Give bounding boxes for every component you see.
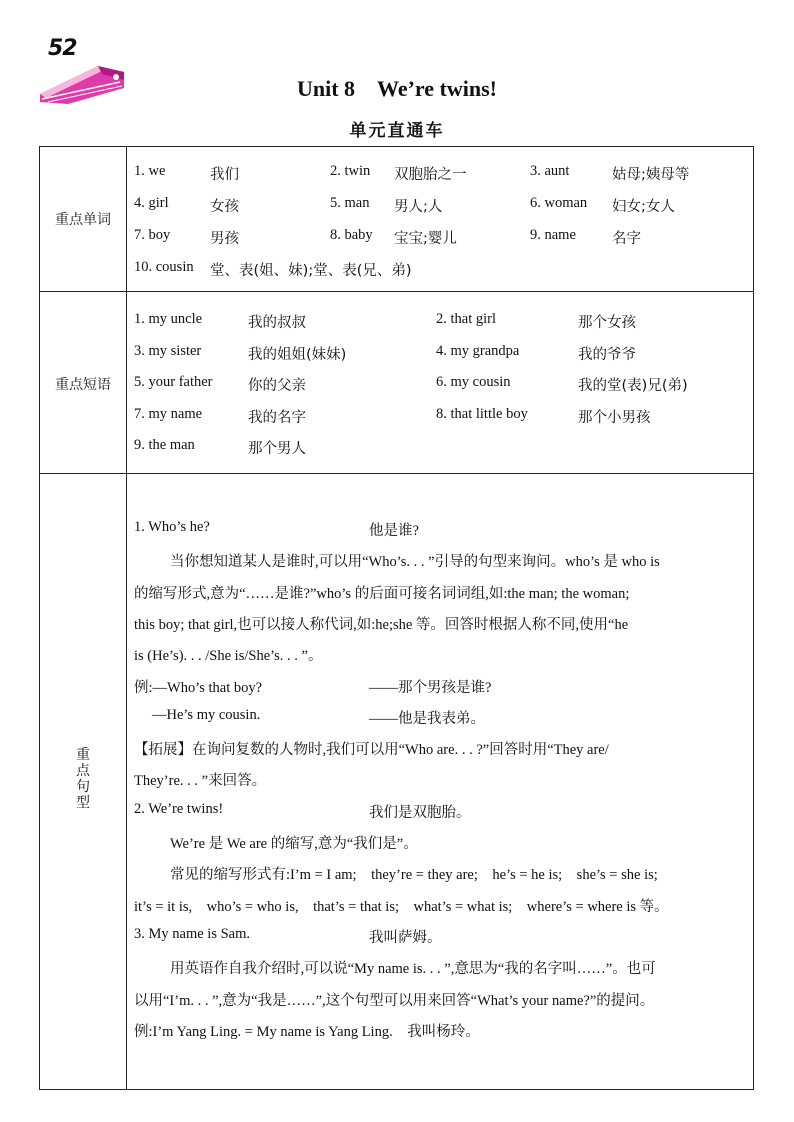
phrase-en: 9. the man — [134, 437, 195, 453]
words-label: 重点单词 — [55, 212, 111, 228]
word-zh: 妇女;女人 — [612, 199, 675, 215]
sentence-translation: ——那个男孩是谁? — [369, 679, 492, 696]
phrase-zh: 你的父亲 — [248, 378, 306, 394]
word-en: 5. man — [330, 195, 370, 211]
word-en: 8. baby — [330, 227, 373, 243]
sentence-text: 用英语作自我介绍时,可以说“My name is. . . ”,意思为“我的名字叫……”。也可 — [170, 961, 656, 978]
word-zh: 男孩 — [210, 231, 239, 247]
word-zh: 我们 — [210, 167, 239, 183]
sentence-text: We’re 是 We are 的缩写,意为“我们是”。 — [170, 836, 418, 852]
phrase-zh: 我的叔叔 — [248, 315, 306, 331]
word-zh: 女孩 — [210, 199, 239, 215]
sentence-text: 例:I’m Yang Ling. = My name is Yang Ling. 我叫杨玲。 — [134, 1023, 480, 1040]
phrase-en: 6. my cousin — [436, 374, 511, 390]
phrase-zh: 那个小男孩 — [578, 409, 651, 426]
sentence-translation: 他是谁? — [369, 523, 419, 539]
summary-table — [39, 146, 754, 1090]
word-zh: 男人;人 — [394, 199, 443, 215]
page-number: 52 — [48, 36, 77, 61]
sentence-translation: ——他是我表弟。 — [369, 710, 485, 727]
sentence-translation: 我叫萨姆。 — [369, 929, 442, 946]
sentence-line: 3. My name is Sam. — [134, 925, 250, 942]
word-zh: 双胞胎之一 — [394, 167, 467, 183]
sentence-line: 例:—Who’s that boy? — [134, 679, 263, 696]
phrase-zh: 我的爷爷 — [578, 346, 636, 363]
word-en: 9. name — [530, 227, 576, 243]
sentence-text: They’re. . . ”来回答。 — [134, 773, 267, 790]
column-divider — [126, 147, 127, 1089]
sentence-translation: 我们是双胞胎。 — [369, 804, 471, 821]
sentence-text: 常见的缩写形式有:I’m = I am; they’re = they are; he’s = he is; she’s = she is; — [170, 867, 658, 884]
unit-title: Unit 8 We’re twins! — [296, 76, 498, 101]
phrase-en: 8. that little boy — [436, 405, 528, 422]
section-subtitle: 单元直通车 — [349, 121, 445, 141]
phrase-en: 3. my sister — [134, 342, 202, 359]
sentence-text: this boy; that girl,也可以接人称代词,如:he;she 等。回答时根据人称不同,使用“he — [134, 616, 629, 633]
phrase-zh: 我的名字 — [248, 409, 306, 426]
sentence-text: 当你想知道某人是谁时,可以用“Who’s. . . ”引导的句型来询问。who’s 是 who is — [170, 554, 660, 571]
word-zh: 堂、表(姐、妹);堂、表(兄、弟) — [210, 263, 412, 279]
word-en: 4. girl — [134, 195, 169, 211]
phrase-en: 4. my grandpa — [436, 342, 520, 359]
sentence-line: 2. We’re twins! — [134, 800, 224, 817]
phrase-en: 2. that girl — [436, 311, 497, 327]
row-divider — [40, 291, 753, 292]
word-en: 7. boy — [134, 227, 171, 243]
phrase-en: 5. your father — [134, 374, 213, 390]
phrase-zh: 那个男人 — [248, 441, 306, 457]
word-zh: 宝宝;婴儿 — [394, 231, 457, 247]
row-divider — [40, 473, 753, 474]
sentence-text: 【拓展】在询问复数的人物时,我们可以用“Who are. . . ?”回答时用“They are/ — [134, 742, 609, 759]
sentence-text: is (He’s). . . /She is/She’s. . . ”。 — [134, 648, 323, 665]
phrase-en: 1. my uncle — [134, 311, 203, 327]
phrase-zh: 我的堂(表)兄(弟) — [578, 378, 688, 394]
sentence-line: —He’s my cousin. — [152, 706, 261, 723]
sentence-line: 1. Who’s he? — [134, 519, 210, 535]
word-zh: 名字 — [612, 231, 641, 247]
phrase-en: 7. my name — [134, 405, 203, 422]
word-zh: 姑母;姨母等 — [612, 167, 690, 183]
phrase-zh: 我的姐姐(妹妹) — [248, 346, 347, 363]
sentence-text: 以用“I’m. . . ”,意为“我是……”,这个句型可以用来回答“What’s your name?”的提问。 — [134, 992, 655, 1009]
phrase-zh: 那个女孩 — [578, 315, 636, 331]
sentences-label: 重 点 句 型 — [76, 747, 90, 811]
word-en: 10. cousin — [134, 259, 194, 275]
sentence-text: 的缩写形式,意为“……是谁?”who’s 的后面可接名词词组,如:the man; the woman; — [134, 585, 630, 602]
phrases-label: 重点短语 — [55, 377, 111, 393]
word-en: 1. we — [134, 163, 166, 179]
word-en: 2. twin — [330, 163, 371, 179]
sentence-text: it’s = it is, who’s = who is, that’s = that is; what’s = what is; where’s = where is 等。 — [134, 898, 669, 915]
word-en: 3. aunt — [530, 163, 570, 179]
word-en: 6. woman — [530, 195, 588, 211]
